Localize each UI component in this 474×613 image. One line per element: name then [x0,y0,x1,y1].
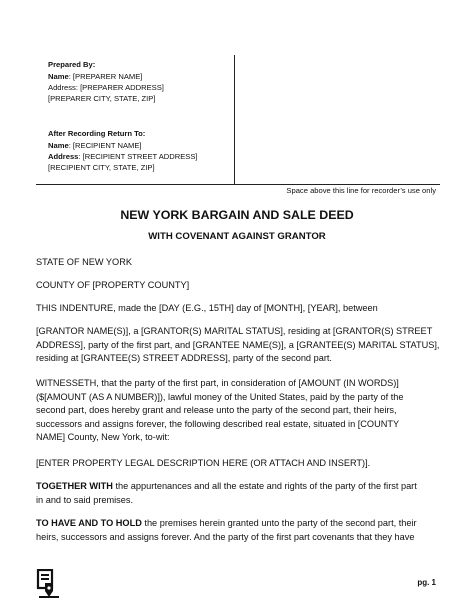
together-paragraph [36,480,440,507]
to-have-line1: the premises herein granted unto the party of the second part, their [141,518,417,528]
return-to-heading: After Recording Return To: [48,129,146,138]
preparer-name-value: : [PREPARER NAME] [68,72,143,81]
recorder-note: Space above this line for recorder’s use only [286,186,436,195]
to-have-paragraph [36,517,440,544]
together-line2: in and to said premises. [36,494,134,505]
recorder-line [36,184,440,185]
preparer-name-line [48,72,142,82]
county-line: COUNTY OF [PROPERTY COUNTY] [36,280,190,290]
recipient-name-line [48,141,142,151]
together-line1: the appurtenances and all the estate and rights of the party of the first part [112,481,417,491]
header-divider-vertical [234,55,235,184]
document-pen-logo-icon [36,569,62,599]
parties-line: ADDRESS], party of the first part, and [GRANTEE NAME(S)], a [GRANTEE(S) MARITAL STATUS], [36,339,440,350]
document-subtitle: WITH COVENANT AGAINST GRANTOR [148,231,326,242]
recipient-address-line [48,152,198,162]
preparer-address: Address: [PREPARER ADDRESS] [48,83,164,92]
page-number: pg. 1 [417,578,436,587]
parties-line: residing at [GRANTEE(S) STREET ADDRESS], party of the second part. [36,353,332,364]
state-line: STATE OF NEW YORK [36,257,132,267]
recipient-city: [RECIPIENT CITY, STATE, ZIP] [48,163,155,172]
witnesseth-line: WITNESSETH, that the party of the first part, in consideration of [AMOUNT (IN WORDS)] [36,378,399,388]
witnesseth-paragraph [36,377,440,445]
witnesseth-line: NAME] County, New York, to-wit: [36,432,170,443]
together-bold: TOGETHER WITH [36,481,113,491]
recipient-address-label: Address [48,152,79,161]
parties-paragraph [36,325,440,366]
recipient-address-value: : [RECIPIENT STREET ADDRESS] [78,152,198,161]
recipient-name-label: Name [48,141,69,150]
witnesseth-line: ($[AMOUNT (AS A NUMBER)]), lawful money of the United States, paid by the party of the [36,391,404,402]
document-title: NEW YORK BARGAIN AND SALE DEED [120,208,354,222]
indenture-line: THIS INDENTURE, made the [DAY (E.G., 15TH] day of [MONTH], [YEAR], between [36,303,378,313]
to-have-bold: TO HAVE AND TO HOLD [36,518,142,528]
recipient-name-value: : [RECIPIENT NAME] [68,141,142,150]
witnesseth-line: second part, does hereby grant and release unto the party of the second part, their heirs, [36,405,397,416]
preparer-city: [PREPARER CITY, STATE, ZIP] [48,94,156,103]
legal-description: [ENTER PROPERTY LEGAL DESCRIPTION HERE (OR ATTACH AND INSERT)]. [36,458,371,468]
witnesseth-line: successors and assigns forever, the following described real estate, situated in [COUNTY [36,418,400,429]
parties-line: [GRANTOR NAME(S)], a [GRANTOR(S) MARITAL STATUS], residing at [GRANTOR(S) STREET [36,326,433,336]
prepared-by-heading: Prepared By: [48,60,96,69]
to-have-line2: heirs, successors and assigns forever. And the party of the first part covenants that they have [36,531,415,542]
preparer-name-label: Name [48,72,69,81]
